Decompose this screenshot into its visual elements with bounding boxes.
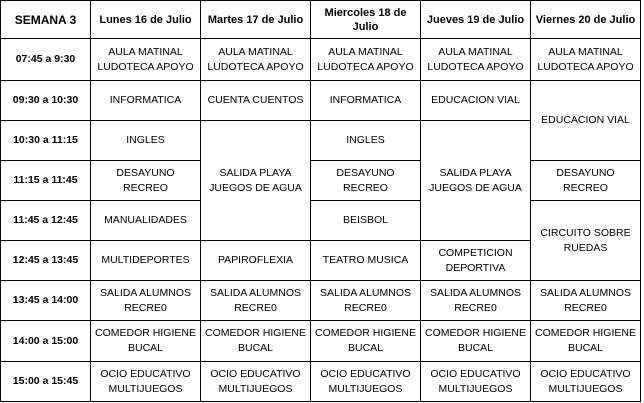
- day-header-monday: Lunes 16 de Julio: [91, 1, 201, 39]
- activity-cell: SALIDA ALUMNOS RECRE0: [91, 281, 201, 321]
- activity-cell: DESAYUNO RECREO: [531, 161, 641, 201]
- table-row: [1, 81, 641, 121]
- activity-cell: OCIO EDUCATIVO MULTIJUEGOS: [311, 362, 421, 402]
- table-row: [1, 39, 641, 81]
- activity-cell: SALIDA PLAYA JUEGOS DE AGUA: [421, 121, 531, 241]
- time-slot: 11:15 a 11:45: [1, 161, 91, 201]
- activity-cell: SALIDA ALUMNOS RECRE0: [311, 281, 421, 321]
- day-header-friday: Viernes 20 de Julio: [531, 1, 641, 39]
- activity-cell: SALIDA ALUMNOS RECRE0: [421, 281, 531, 321]
- activity-cell: INFORMATICA: [311, 81, 421, 121]
- activity-cell: INFORMATICA: [91, 81, 201, 121]
- activity-cell: DESAYUNO RECREO: [311, 161, 421, 201]
- activity-cell: COMEDOR HIGIENE BUCAL: [531, 321, 641, 362]
- time-slot: 09:30 a 10:30: [1, 81, 91, 121]
- time-slot: 07:45 a 9:30: [1, 39, 91, 81]
- header-row: [1, 1, 641, 39]
- activity-cell: COMEDOR HIGIENE BUCAL: [311, 321, 421, 362]
- activity-cell: SALIDA ALUMNOS RECRE0: [531, 281, 641, 321]
- activity-cell: PAPIROFLEXIA: [201, 241, 311, 281]
- activity-cell: SALIDA ALUMNOS RECRE0: [201, 281, 311, 321]
- activity-cell: CUENTA CUENTOS: [201, 81, 311, 121]
- table-row: [1, 201, 641, 241]
- activity-cell: OCIO EDUCATIVO MULTIJUEGOS: [91, 362, 201, 402]
- table-row: [1, 161, 641, 201]
- activity-cell: TEATRO MUSICA: [311, 241, 421, 281]
- activity-cell: INGLES: [311, 121, 421, 161]
- activity-cell: MANUALIDADES: [91, 201, 201, 241]
- activity-cell: AULA MATINAL LUDOTECA APOYO: [311, 39, 421, 81]
- day-header-tuesday: Martes 17 de Julio: [201, 1, 311, 39]
- activity-cell: AULA MATINAL LUDOTECA APOYO: [421, 39, 531, 81]
- time-slot: 13:45 a 14:00: [1, 281, 91, 321]
- time-slot: 14:00 a 15:00: [1, 321, 91, 362]
- day-header-thursday: Jueves 19 de Julio: [421, 1, 531, 39]
- activity-cell: COMEDOR HIGIENE BUCAL: [201, 321, 311, 362]
- activity-cell: SALIDA PLAYA JUEGOS DE AGUA: [201, 121, 311, 241]
- time-slot: 12:45 a 13:45: [1, 241, 91, 281]
- activity-cell: COMEDOR HIGIENE BUCAL: [91, 321, 201, 362]
- activity-cell: COMEDOR HIGIENE BUCAL: [421, 321, 531, 362]
- table-row: [1, 281, 641, 321]
- table-row: [1, 321, 641, 362]
- week-label: SEMANA 3: [1, 1, 91, 39]
- activity-cell: EDUCACION VIAL: [531, 81, 641, 161]
- activity-cell: DESAYUNO RECREO: [91, 161, 201, 201]
- activity-cell: EDUCACION VIAL: [421, 81, 531, 121]
- activity-cell: AULA MATINAL LUDOTECA APOYO: [531, 39, 641, 81]
- activity-cell: AULA MATINAL LUDOTECA APOYO: [201, 39, 311, 81]
- time-slot: 11:45 a 12:45: [1, 201, 91, 241]
- activity-cell: MULTIDEPORTES: [91, 241, 201, 281]
- activity-cell: INGLES: [91, 121, 201, 161]
- activity-cell: CIRCUITO SOBRE RUEDAS: [531, 201, 641, 281]
- time-slot: 15:00 a 15:45: [1, 362, 91, 402]
- activity-cell: COMPETICION DEPORTIVA: [421, 241, 531, 281]
- day-header-wednesday: Miercoles 18 de Julio: [311, 1, 421, 39]
- activity-cell: AULA MATINAL LUDOTECA APOYO: [91, 39, 201, 81]
- activity-cell: OCIO EDUCATIVO MULTIJUEGOS: [201, 362, 311, 402]
- activity-cell: OCIO EDUCATIVO MULTIJUEGOS: [531, 362, 641, 402]
- table-row: [1, 362, 641, 402]
- activity-cell: BEISBOL: [311, 201, 421, 241]
- activity-cell: OCIO EDUCATIVO MULTIJUEGOS: [421, 362, 531, 402]
- time-slot: 10:30 a 11:15: [1, 121, 91, 161]
